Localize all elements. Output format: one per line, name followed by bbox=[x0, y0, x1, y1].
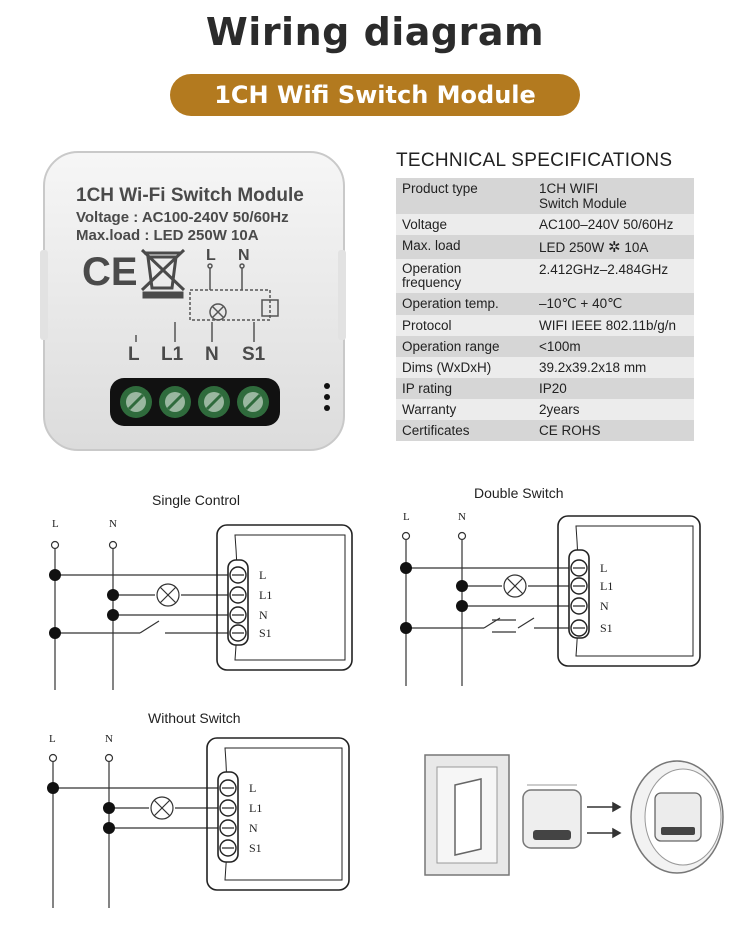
spec-key: Product type bbox=[402, 181, 478, 196]
spec-value: <100m bbox=[539, 339, 581, 354]
wire-label-N: N bbox=[458, 511, 466, 523]
spec-value: –10℃ + 40℃ bbox=[539, 296, 623, 311]
terminal-label-L: L bbox=[259, 568, 267, 582]
spec-key: Max. load bbox=[402, 238, 461, 253]
module-terminal-N: N bbox=[205, 344, 219, 365]
spec-value: CE ROHS bbox=[539, 423, 601, 438]
arrow-icon bbox=[587, 803, 620, 837]
spec-title: TECHNICAL SPECIFICATIONS bbox=[396, 150, 673, 171]
wire-label-L: L bbox=[403, 511, 410, 523]
spec-value: 2.412GHz–2.484GHz bbox=[539, 262, 669, 277]
wall-switch-icon bbox=[425, 755, 509, 875]
module-voltage: Voltage : AC100-240V 50/60Hz bbox=[76, 209, 289, 226]
double-switch-title: Double Switch bbox=[474, 485, 564, 501]
spec-key: Protocol bbox=[402, 318, 452, 333]
module-terminal-L1: L1 bbox=[161, 344, 184, 365]
module-terminal-L: L bbox=[128, 344, 140, 365]
module-maxload: Max.load : LED 250W 10A bbox=[76, 227, 259, 244]
wire-label-L: L bbox=[49, 733, 56, 745]
sun-icon: ✲ bbox=[608, 239, 621, 256]
spec-row bbox=[396, 259, 694, 293]
spec-value: AC100–240V 50/60Hz bbox=[539, 217, 674, 232]
spec-row bbox=[396, 178, 694, 214]
ce-mark: CE bbox=[82, 250, 138, 294]
spec-key: Warranty bbox=[402, 402, 457, 417]
junction-box-icon bbox=[631, 761, 723, 873]
wire-label-L: L bbox=[52, 518, 59, 530]
without-switch-title: Without Switch bbox=[148, 710, 241, 726]
terminal-label-L: L bbox=[249, 781, 257, 795]
spec-row bbox=[396, 378, 694, 399]
spec-row bbox=[396, 336, 694, 357]
terminal-label-L1: L1 bbox=[600, 579, 614, 593]
spec-value: WIFI IEEE 802.11b/g/n bbox=[539, 318, 677, 333]
wire-label-N: N bbox=[109, 518, 117, 530]
single-control-title: Single Control bbox=[152, 492, 240, 508]
spec-value: 2years bbox=[539, 402, 580, 417]
spec-row bbox=[396, 357, 694, 378]
spec-key: Certificates bbox=[402, 423, 470, 438]
terminal-label-L: L bbox=[600, 561, 608, 575]
spec-row bbox=[396, 235, 694, 259]
product-banner: 1CH Wifi Switch Module bbox=[170, 74, 580, 116]
terminal-label-S1: S1 bbox=[259, 626, 272, 640]
terminal-label-N: N bbox=[249, 821, 258, 835]
terminal-label-L1: L1 bbox=[259, 588, 273, 602]
spec-key: Dims (WxDxH) bbox=[402, 360, 492, 375]
double-switch-diagram bbox=[388, 508, 728, 688]
terminal-label-N: N bbox=[600, 599, 609, 613]
spec-row bbox=[396, 315, 694, 336]
spec-row bbox=[396, 399, 694, 420]
spec-row bbox=[396, 293, 694, 315]
terminal-label-L1: L1 bbox=[249, 801, 263, 815]
module-label-N: N bbox=[238, 247, 250, 264]
spec-row bbox=[396, 420, 694, 441]
spec-key: Operation range bbox=[402, 339, 500, 354]
module-illustration bbox=[40, 150, 350, 455]
terminal-label-N: N bbox=[259, 608, 268, 622]
page-title: Wiring diagram bbox=[205, 10, 545, 54]
module-name: 1CH Wi-Fi Switch Module bbox=[76, 185, 304, 206]
switch-module-icon bbox=[523, 785, 581, 848]
terminal-label-S1: S1 bbox=[600, 621, 613, 635]
module-terminal-S1: S1 bbox=[242, 344, 266, 365]
spec-table bbox=[396, 178, 694, 441]
spec-value-current: 10A bbox=[624, 240, 649, 255]
single-control-diagram bbox=[35, 515, 375, 695]
terminal-label-S1: S1 bbox=[249, 841, 262, 855]
spec-value: IP20 bbox=[539, 381, 567, 396]
without-switch-diagram bbox=[35, 730, 375, 910]
status-dots bbox=[324, 383, 330, 411]
spec-row bbox=[396, 214, 694, 235]
spec-key: IP rating bbox=[402, 381, 453, 396]
spec-key: Operation frequency bbox=[402, 261, 462, 290]
spec-key: Voltage bbox=[402, 217, 448, 232]
wire-label-N: N bbox=[105, 733, 113, 745]
spec-value: 1CH WIFI Switch Module bbox=[539, 181, 627, 211]
spec-value: 39.2x39.2x18 mm bbox=[539, 360, 647, 375]
module-label-L: L bbox=[206, 247, 216, 264]
spec-key: Operation temp. bbox=[402, 296, 499, 311]
spec-value: LED 250W bbox=[539, 240, 605, 255]
installation-illustration bbox=[415, 745, 730, 885]
